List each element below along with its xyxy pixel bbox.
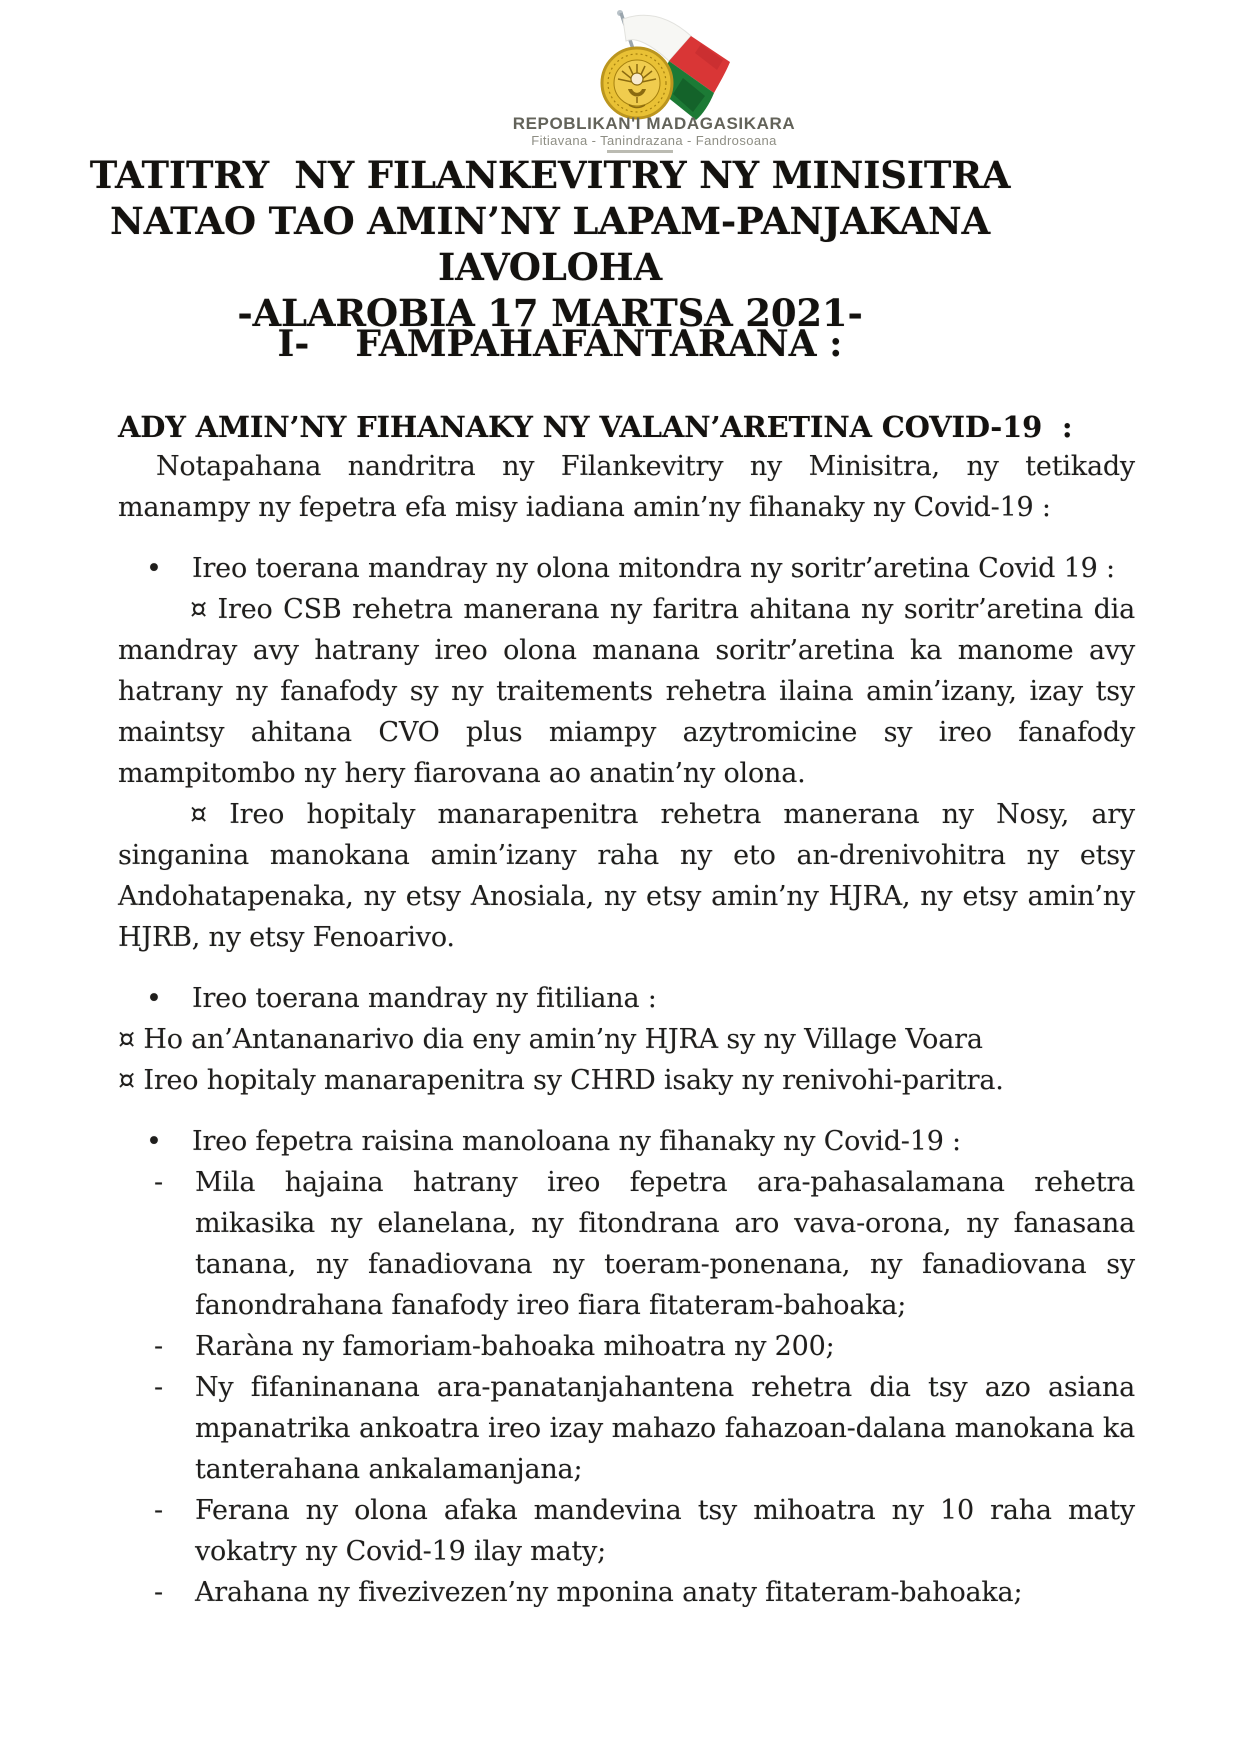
emblem-caption: REPOBLIKAN'I MADAGASIKARA: [512, 114, 796, 133]
dash-icon: -: [154, 1495, 163, 1526]
section-heading: [0, 322, 1120, 366]
dash-4-text: Ferana ny olona afaka mandevina tsy mihoatra ny 10 raha maty vokatry ny Covid-19 ilay maty;: [195, 1495, 1135, 1567]
bullet-item-2: [118, 978, 1135, 1019]
dash-item-2: [118, 1326, 1135, 1367]
dash-1-text: Mila hajaina hatrany ireo fepetra ara-pahasalamana rehetra mikasika ny elanelana, ny fitondrana aro vava-orona, ny fanasana tanana, ny fanadiovana ny toeram-ponenana, ny fanadiovana sy fanondrahana fanafody ireo fiara fitateram-bahoaka;: [195, 1167, 1135, 1321]
bullet-icon: •: [146, 553, 162, 584]
dash-5-text: Arahana ny fivezivezen’ny mponina anaty fitateram-bahoaka;: [195, 1577, 1023, 1608]
madagascar-flag-and-seal-icon: [533, 8, 763, 128]
bullet-2-label: Ireo toerana mandray ny fitiliana :: [192, 983, 657, 1014]
bullet-1-label: Ireo toerana mandray ny olona mitondra ny soritr’aretina Covid 19 :: [192, 553, 1115, 584]
bullet-2-sub-paragraph-2: ¤ Ireo hopitaly manarapenitra sy CHRD isaky ny renivohi-paritra.: [118, 1065, 1004, 1096]
dash-item-5: [118, 1572, 1135, 1613]
title-line-3: -ALAROBIA 17 MARTSA 2021-: [237, 291, 863, 335]
dash-3-text: Ny fifaninanana ara-panatanjahantena rehetra dia tsy azo asiana mpanatrika ankoatra ireo izay mahazo fahazoan-dalana manokana ka tanterahana ankalamanjana;: [195, 1372, 1135, 1485]
bullet-icon: •: [146, 1126, 162, 1157]
document-body: [118, 408, 1135, 1613]
section-number: I-: [277, 323, 310, 365]
dash-2-text: Raràna ny famoriam-bahoaka mihoatra ny 200;: [195, 1331, 835, 1362]
dash-item-4: [118, 1490, 1135, 1572]
dash-icon: -: [154, 1167, 163, 1198]
bullet-3-label: Ireo fepetra raisina manoloana ny fihanaky ny Covid-19 :: [192, 1126, 961, 1157]
body-heading: ADY AMIN’NY FIHANAKY NY VALAN’ARETINA COVID-19 :: [118, 410, 1073, 444]
dash-icon: -: [154, 1331, 163, 1362]
emblem-motto: Fitiavana - Tanindrazana - Fandrosoana: [531, 133, 777, 148]
bullet-1-sub-paragraph-2: ¤ Ireo hopitaly manarapenitra rehetra manerana ny Nosy, ary singanina manokana amin’izany raha ny eto an-drenivohitra ny etsy Andohatapenaka, ny etsy Anosiala, ny etsy amin’ny HJRA, ny etsy amin’ny HJRB, ny etsy Fenoarivo.: [118, 799, 1135, 953]
section-title: FAMPAHAFANTARANA :: [355, 323, 843, 365]
dash-icon: -: [154, 1577, 163, 1608]
bullet-icon: •: [146, 983, 162, 1014]
document-title: [0, 152, 1100, 336]
dash-item-3: [118, 1367, 1135, 1490]
title-line-2: NATAO TAO AMIN’NY LAPAM-PANJAKANA IAVOLOHA: [110, 199, 990, 289]
dash-icon: -: [154, 1372, 163, 1403]
title-line-1: TATITRY NY FILANKEVITRY NY MINISITRA: [89, 153, 1011, 197]
bullet-1-sub-paragraph-1: ¤ Ireo CSB rehetra manerana ny faritra ahitana ny soritr’aretina dia mandray avy hatrany ireo olona manana soritr’aretina ka manome avy hatrany ny fanafody sy ny traitements rehetra ilaina amin’izany, izay tsy maintsy ahitana CVO plus miampy azytromicine sy ireo fanafody mampitombo ny hery fiarovana ao anatin’ny olona.: [118, 594, 1135, 789]
bullet-2-sub-paragraph-1: ¤ Ho an’Antananarivo dia eny amin’ny HJRA sy ny Village Voara: [118, 1024, 983, 1055]
bullet-item-3: [118, 1121, 1135, 1162]
bullet-item-1: [118, 548, 1135, 589]
dash-item-1: [118, 1162, 1135, 1326]
intro-paragraph: Notapahana nandritra ny Filankevitry ny Minisitra, ny tetikady manampy ny fepetra efa misy iadiana amin’ny fihanaky ny Covid-19 :: [118, 451, 1135, 523]
